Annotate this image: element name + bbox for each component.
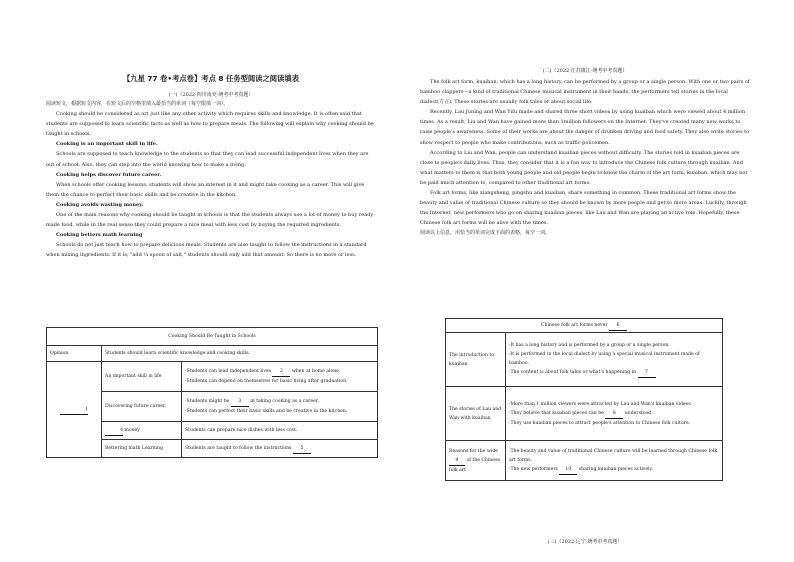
row-text-stories: ·More than 1 million viewers were attracted by Lau and Wan's kuaiban videos. ·They believe that kuaiban pieces can be 8 understood. ·They use kuaiban pieces to attract people's attention to Chinese folk culture. (506, 387, 723, 441)
answer-blank-2[interactable]: 2 (272, 367, 290, 377)
row-text-career: ·Students might be 3 in taking cooking as a career. ·Students can perfect their basic skills and be creative in the kitchen. (182, 392, 378, 422)
row-label-skill: An important skill in life (102, 362, 182, 392)
row-text-skill: ·Students can lead independent lives 2 when at home alone. ·Students can depend on themselves for basic living after graduation. (182, 362, 378, 392)
passage-1-heading-1: Cooking is an important skill in life. (56, 141, 158, 148)
row-text-reasons: ·The beauty and value of traditional Chinese culture will be learned through Chinese folk art forms. ·The new performers 10 sharing kuaiban pieces actively. (506, 441, 723, 481)
passage-2-para-2: Recently, Lau Juning and Wan Yifu made and shared three short videos by using kuaiban which were viewed about 4 million times. As a result, Liu and Wan have gained more than 1million followers on the Internet. They've created many new works to raise people's awareness. Some of their works are about the danger of drunken driving and food safety. They also write stories to show respect to people who make contributions, such as traffic policemen. (420, 109, 750, 146)
row-text-money: Students can prepare nice dishes with less cost. (182, 422, 378, 440)
answer-blank-7[interactable]: 7 (638, 368, 656, 378)
answer-blank-4[interactable]: 4 (105, 426, 123, 436)
table-caption: Cooking Should Be Taught in Schools (47, 328, 378, 346)
passage-2-para-3: According to Liu and Wan, people can understand kuaiban pieces without difficulty. The stories told in kuaiban pieces are close to people's daily lives. Thus, they consider that it is a fun way to introduce the Chinese folk culture through kuaiban. And what matters to them is that both young people and old people begin to know the charm of the art form, kuaiban, which may not be paid much attention to, compared to other traditional art forms. (420, 149, 748, 186)
passage-1-para-3: When schools offer cooking lessons, students will show an interest in it and might take cooking as a career. This will give them the chance to perfect their basic skills and be creative in the kitchen. (46, 181, 365, 198)
passage-1-para-4: One of the main reasons why cooking should be taught in schools is that the students always use a lot of money to buy ready-made food, while in the real sense they could prepare a nice meal with less cost by buying the required ingredients. (46, 212, 375, 229)
kuaiban-table-header: Chinese folk art forms never 6 (446, 319, 723, 333)
row-label-career: Discovering future career. (102, 392, 182, 422)
opinion-label: Opinion (47, 346, 102, 362)
blank-1-cell (47, 362, 102, 458)
answer-blank-10[interactable]: 10 (559, 465, 577, 475)
answer-blank-9[interactable]: 9 (449, 456, 465, 466)
passage-1-para-2: Schools are supposed to teach knowledge to the students so that they can lead successful independent lives when they are out of school. Also, they can step into the world knowing how to make a living. (46, 151, 369, 168)
passage-1-heading-3: Cooking avoids wasting money. (56, 201, 144, 208)
passage-1-heading-2: Cooking helps discover future career. (56, 171, 162, 178)
row-text-introduction: ·It has a long history and is performed by a group or a single person. ·It is performed in the local dialect by using a special musical instrument made of bamboo. ·The content is about folk tales or what's happening in 7 (506, 333, 723, 387)
row-label-reasons: Reasons for the wide 9 of the Chinese folk art (446, 441, 506, 481)
row-label-stories: The stories of Lau and Wan with kuaiban (446, 387, 506, 441)
answer-blank-5[interactable]: 5 (293, 444, 311, 454)
row-text-math: Students are taught to follow the instructions 5 (182, 440, 378, 458)
cooking-table (46, 327, 378, 458)
passage-1-para-5: Schools do not just teach how to prepare delicious meals. Students are also taught to follow the instructions in a standard when mixing ingredients. If it is, "add ¼ spoon of salt," students should only add that amount. So there is no more or less. (46, 242, 367, 259)
right-column (420, 67, 750, 239)
row-label-money: 4 money (102, 422, 182, 440)
passage-1-para-1: Cooking should be considered as art just like any other activity which requires skills and knowledge. It is often said that students are supposed to learn scientific facts as well as how to prepare meals. The following will explain why cooking should be taught in schools. (46, 111, 374, 138)
section-3-heading: (三)（2022·辽宁·统考中考真题） (547, 539, 623, 545)
answer-blank-3[interactable]: 3 (231, 397, 249, 407)
passage-2-para-4: Folk art forms, like xiangsheng, pingshu and kuaiban, share something in common. These traditional art forms show the beauty and value of traditional Chinese culture so they should be known by more people and get to more areas. Luckily, through the Internet, new performers who go on sharing kuaiban pieces, like Lau and Wan are playing an active role. Hopefully, these Chinese folk art forms will be alive with the times. (420, 190, 747, 227)
section-1-heading: (一)（2022·四川南充·统考中考真题） (168, 92, 254, 98)
section-2-instruction: 阅读以上信息，用恰当的单词完成下面的表格，每空一词。 (420, 230, 551, 237)
passage-1-heading-4: Cooking betters math learning (56, 232, 143, 239)
row-label-math: Bettering math Learning (102, 440, 182, 458)
answer-blank-8[interactable]: 8 (605, 409, 623, 419)
section-2-heading: (二)（2022·江苏镇江·统考中考真题） (542, 68, 628, 74)
answer-blank-6[interactable]: 6 (609, 321, 627, 331)
doc-title: 【九星 77 卷•考点卷】考点 8 任务型阅读之阅读填表 (123, 74, 299, 83)
passage-2-para-1: The folk art form, kuaiban, which has a long history, can be performed by a group or a single person. With one or two pairs of bamboo clappers—a kind of traditional Chinese musical instrument in their hands, the performers tell stories in the local dialect(方言). These stories are usually folk tales or about social life. (420, 79, 750, 106)
row-label-introduction: The introduction to kuaiban (446, 333, 506, 387)
kuaiban-table (445, 318, 723, 481)
opinion-text: Students should learn scientific knowledge and cooking skills. (102, 346, 378, 362)
answer-blank-1[interactable]: 1 (60, 405, 88, 415)
section-1-instruction: 阅读短文，根据短文内容，在短文后的空格里填入最恰当的单词（每空限填一词）。 (46, 101, 229, 107)
left-column (46, 91, 376, 261)
